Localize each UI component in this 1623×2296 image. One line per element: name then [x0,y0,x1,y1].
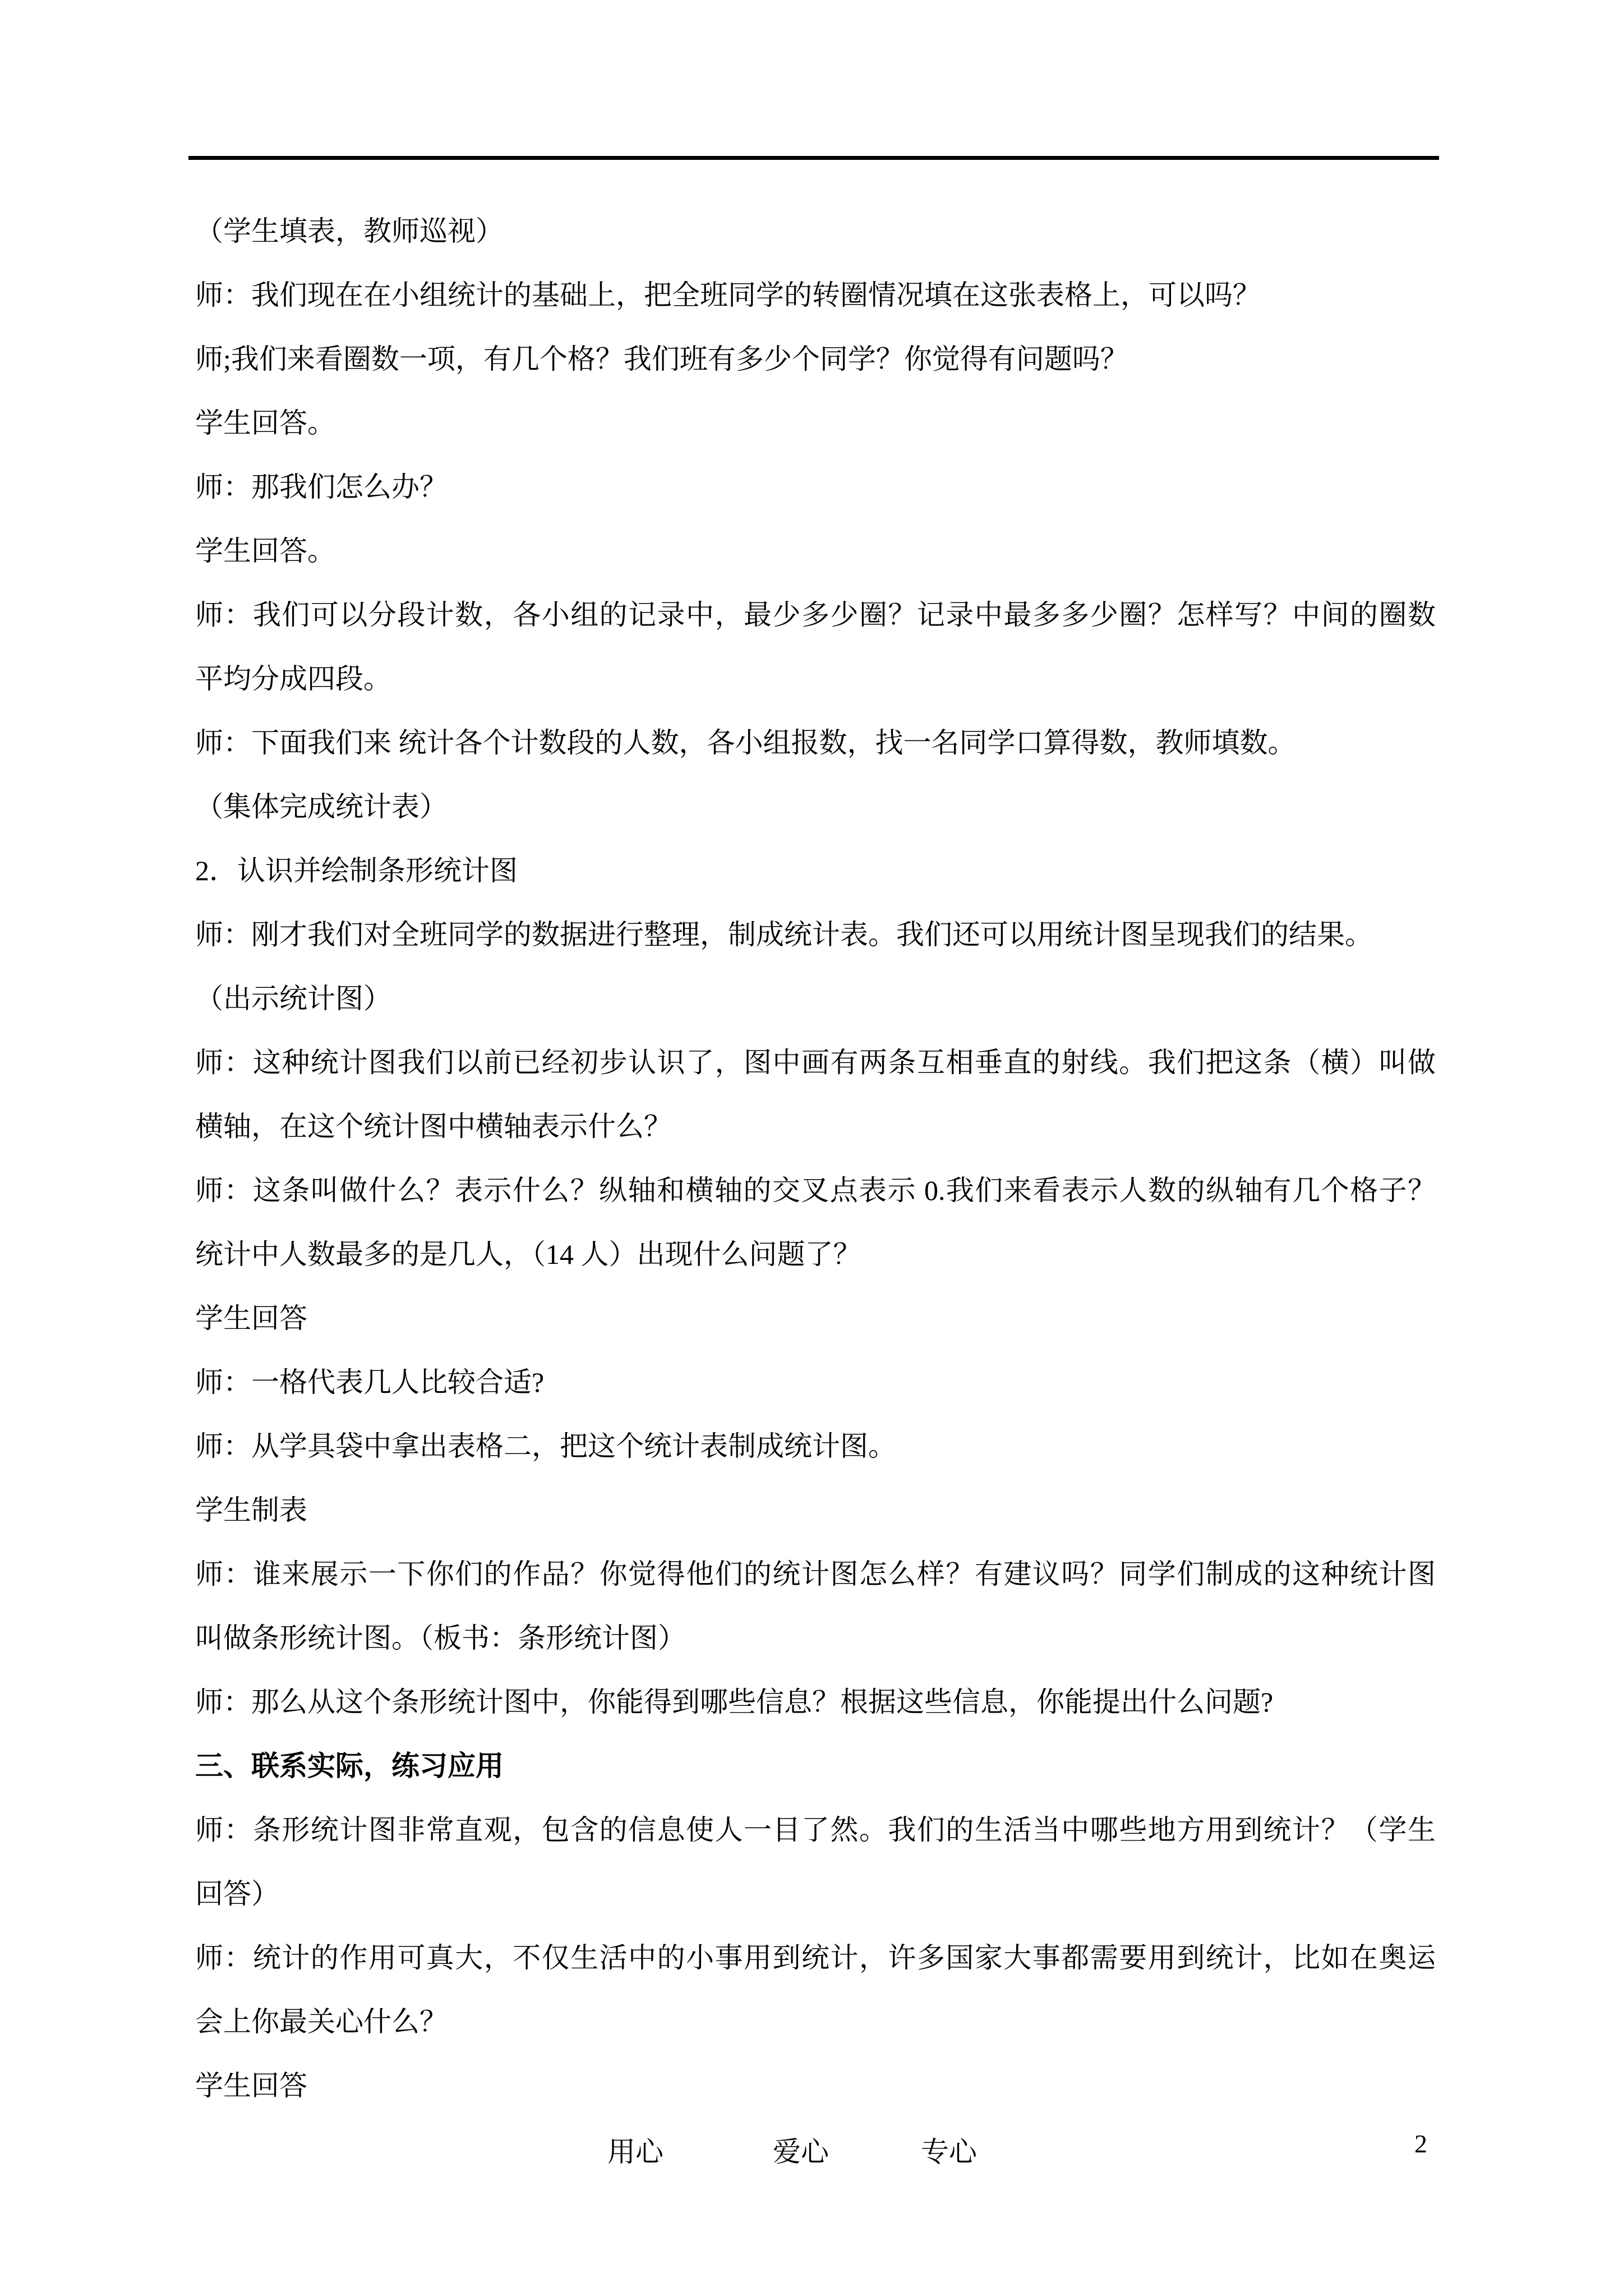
text-line: 横轴，在这个统计图中横轴表示什么？ [195,1111,672,1142]
footer-word: 爱心 [773,2136,829,2168]
text-line: （学生填表，教师巡视） [195,215,504,247]
text-line: 师：从学具袋中拿出表格二，把这个统计表制成统计图。 [195,1430,896,1462]
text-line: 师：我们可以分段计数，各小组的记录中，最少多少圈？记录中最多多少圈？怎样写？中间的圈数 [195,599,1436,631]
header-rule [188,156,1439,160]
page-number: 2 [1414,2129,1427,2158]
text-line: 师：我们现在在小组统计的基础上，把全班同学的转圈情况填在这张表格上，可以吗？ [195,279,1261,311]
text-line: 师：这种统计图我们以前已经初步认识了，图中画有两条互相垂直的射线。我们把这条（横）叫做 [195,1047,1436,1078]
text-line: 会上你最关心什么？ [195,2006,448,2037]
text-line: 统计中人数最多的是几人，（14 人）出现什么问题了？ [195,1239,861,1270]
text-line: 师：刚才我们对全班同学的数据进行整理，制成统计表。我们还可以用统计图呈现我们的结果。 [195,919,1373,950]
text-line: 学生回答 [195,2070,307,2101]
text-line: 师：下面我们来 统计各个计数段的人数，各小组报数，找一名同学口算得数，教师填数。 [195,727,1296,758]
text-line: 师：条形统计图非常直观，包含的信息使人一目了然。我们的生活当中哪些地方用到统计？（学生 [195,1814,1436,1846]
text-line: 师：那我们怎么办？ [195,471,448,503]
text-line: 师：谁来展示一下你们的作品？你觉得他们的统计图怎么样？有建议吗？同学们制成的这种统计图 [195,1558,1436,1590]
text-line: 师：统计的作用可真大，不仅生活中的小事用到统计，许多国家大事都需要用到统计，比如在奥运 [195,1942,1436,1973]
text-line: （集体完成统计表） [195,791,448,822]
footer-word: 专心 [921,2136,977,2168]
footer-word: 用心 [607,2136,663,2168]
text-line: 师：这条叫做什么？表示什么？纵轴和横轴的交叉点表示 0.我们来看表示人数的纵轴有几个格子？ [195,1175,1436,1206]
text-line: 回答） [195,1878,279,1910]
text-line: 师：一格代表几人比较合适? [195,1366,545,1398]
text-line: 2．认识并绘制条形统计图 [195,855,518,886]
text-line: 平均分成四段。 [195,663,391,694]
text-line: 叫做条形统计图。（板书：条形统计图） [195,1622,686,1654]
text-line: 学生回答。 [195,407,335,439]
text-line: 学生回答。 [195,535,335,567]
document-body [195,199,1436,2118]
text-line: 师：那么从这个条形统计图中，你能得到哪些信息？根据这些信息，你能提出什么问题? [195,1686,1274,1718]
text-line: （出示统计图） [195,983,391,1014]
text-line: 师;我们来看圈数一项，有几个格？我们班有多少个同学？你觉得有问题吗？ [195,343,1128,375]
text-line: 学生制表 [195,1494,307,1526]
text-line: 三、联系实际，练习应用 [195,1750,504,1782]
text-line: 学生回答 [195,1303,307,1334]
